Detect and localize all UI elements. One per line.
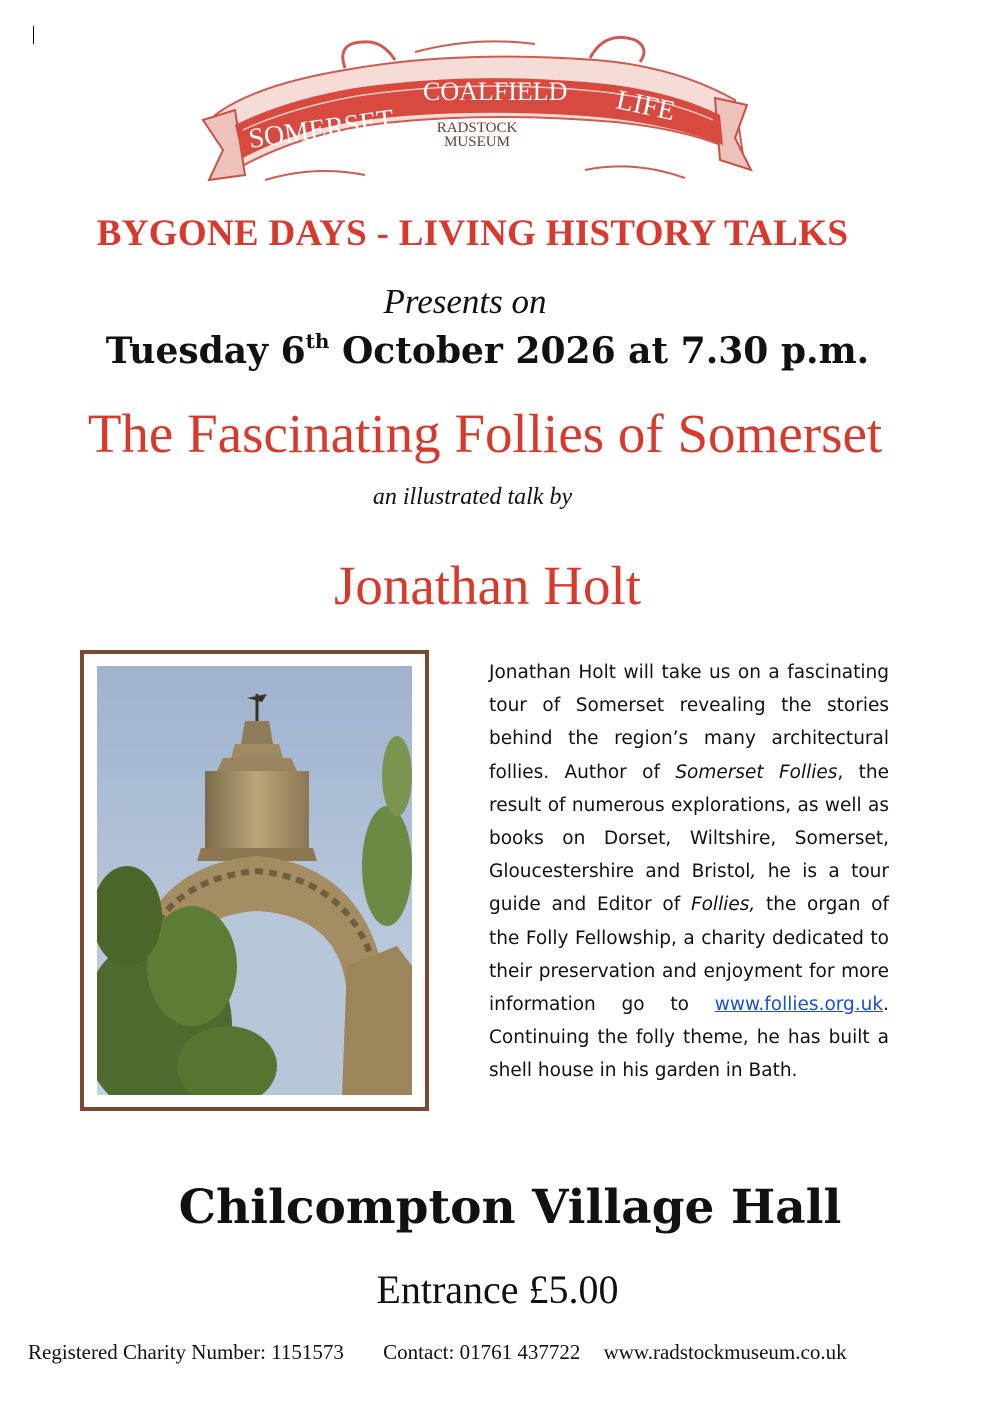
talk-title: The Fascinating Follies of Somerset xyxy=(87,403,883,464)
folly-photo xyxy=(80,650,429,1111)
charity-number: Registered Charity Number: 1151573 xyxy=(28,1340,344,1364)
talk-description xyxy=(489,656,889,1088)
series-title: BYGONE DAYS - LIVING HISTORY TALKS xyxy=(96,213,849,254)
description-part-3: he is a tour guide and Editor of xyxy=(489,861,889,916)
contact-phone: Contact: 01761 437722 xyxy=(383,1340,581,1364)
museum-website: www.radstockmuseum.co.uk xyxy=(603,1340,847,1364)
logo-right-text: LIFE xyxy=(613,84,678,128)
event-date-ordinal: th xyxy=(305,329,330,353)
venue-name: Chilcompton Village Hall xyxy=(178,1180,842,1235)
event-date-suffix: October 2026 at 7.30 p.m. xyxy=(329,330,870,372)
folly-tower-photo-icon xyxy=(97,666,412,1095)
description-part-1: Jonathan Holt will take us on a fascinating tour of Somerset revealing the stories behind the region’s many architectural follies. Author of xyxy=(489,662,889,783)
follies-website-link[interactable]: www.follies.org.uk xyxy=(714,994,884,1016)
entrance-fee: Entrance £5.00 xyxy=(376,1267,619,1312)
event-date xyxy=(0,330,975,372)
presents-text: Presents on xyxy=(383,282,547,321)
event-date-prefix: Tuesday 6 xyxy=(105,330,306,372)
footer xyxy=(28,1340,968,1365)
description-part-4: the organ of the Folly Fellowship, a charity dedicated to their preservation and enjoyment for more information go to xyxy=(489,894,889,1016)
museum-logo xyxy=(195,30,755,195)
speaker-name: Jonathan Holt xyxy=(333,555,642,616)
logo-middle-text: COALFIELD xyxy=(423,77,568,106)
book-title: Somerset Follies xyxy=(675,761,838,783)
description-comma: , xyxy=(750,861,757,883)
logo-left-text: SOMERSET xyxy=(246,103,396,155)
magazine-title: Follies, xyxy=(690,894,756,916)
description-part-5: . Continuing the folly theme, he has built a shell house in his garden in Bath. xyxy=(489,994,889,1082)
logo-subtext-1: RADSTOCK xyxy=(436,120,518,136)
logo-subtext-2: MUSEUM xyxy=(444,134,510,150)
text-cursor xyxy=(33,26,34,44)
description-part-2: , the result of numerous explorations, as well as books on Dorset, Wiltshire, Somerset, Gloucestershire and Bristol xyxy=(489,761,889,883)
talk-byline: an illustrated talk by xyxy=(372,484,573,510)
